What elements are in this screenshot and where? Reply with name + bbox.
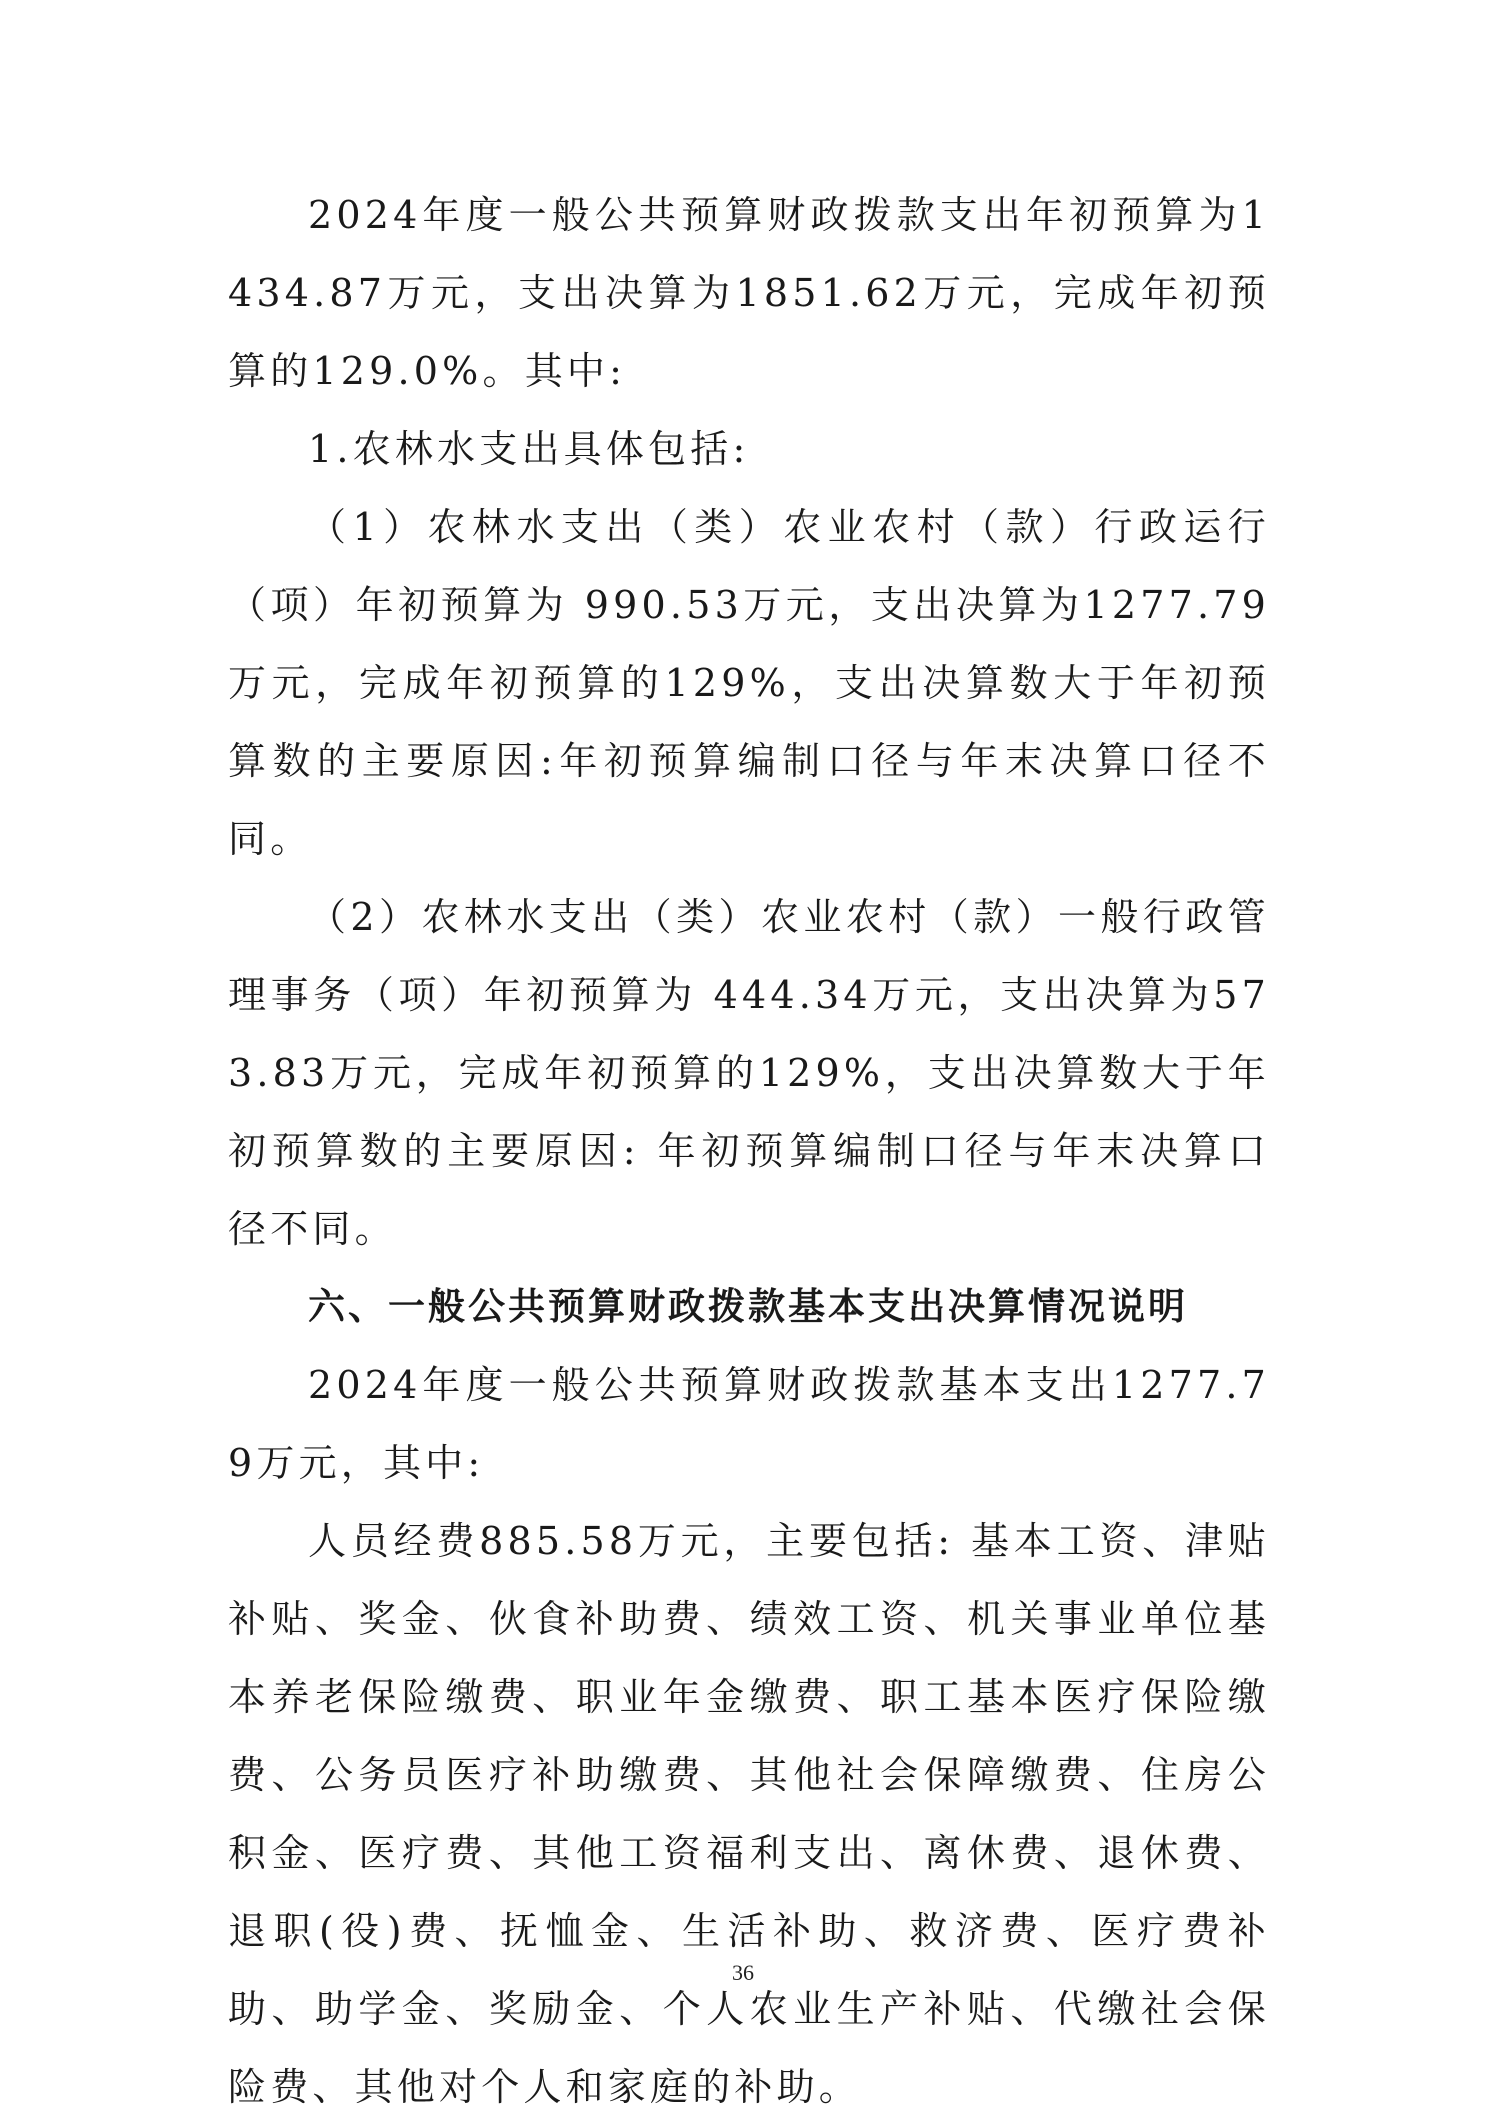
- section-heading: 六、一般公共预算财政拨款基本支出决算情况说明: [308, 1285, 1188, 1328]
- personnel-expenses-paragraph: 人员经费885.58万元，主要包括: 基本工资、津贴补贴、奖金、伙食补助费、绩效工资、机关事业单位基本养老保险缴费、职业年金缴费、职工基本医疗保险缴费、公务员医疗补助缴费、其他社会保障缴费、住房公积金、医疗费、其他工资福利支出、离休费、退休费、退职(役)费、抚恤金、生活补助、救济费、医疗费补助、助学金、奖励金、个人农业生产补贴、代缴社会保险费、其他对个人和家庭的补助。: [228, 1519, 1270, 2109]
- basic-expenditure-paragraph: 2024年度一般公共预算财政拨款基本支出1277.79万元，其中:: [228, 1363, 1270, 1485]
- agriculture-items-intro: 1.农林水支出具体包括:: [308, 427, 750, 471]
- item-general-administration: （2）农林水支出（类）农业农村（款）一般行政管理事务（项）年初预算为 444.34万元，支出决算为573.83万元，完成年初预算的129%，支出决算数大于年初预算数的主要原因: 年初预算编制口径与年末决算口径不同。: [228, 895, 1270, 1251]
- page-number: 36: [732, 1960, 754, 1985]
- budget-summary-paragraph: 2024年度一般公共预算财政拨款支出年初预算为1434.87万元，支出决算为1851.62万元，完成年初预算的129.0%。其中:: [228, 193, 1270, 393]
- item-administrative-operation: （1）农林水支出（类）农业农村（款）行政运行（项）年初预算为 990.53万元，支出决算为1277.79万元，完成年初预算的129%，支出决算数大于年初预算数的主要原因:年初预算编制口径与年末决算口径不同。: [228, 505, 1270, 861]
- document-body: [228, 176, 1270, 2126]
